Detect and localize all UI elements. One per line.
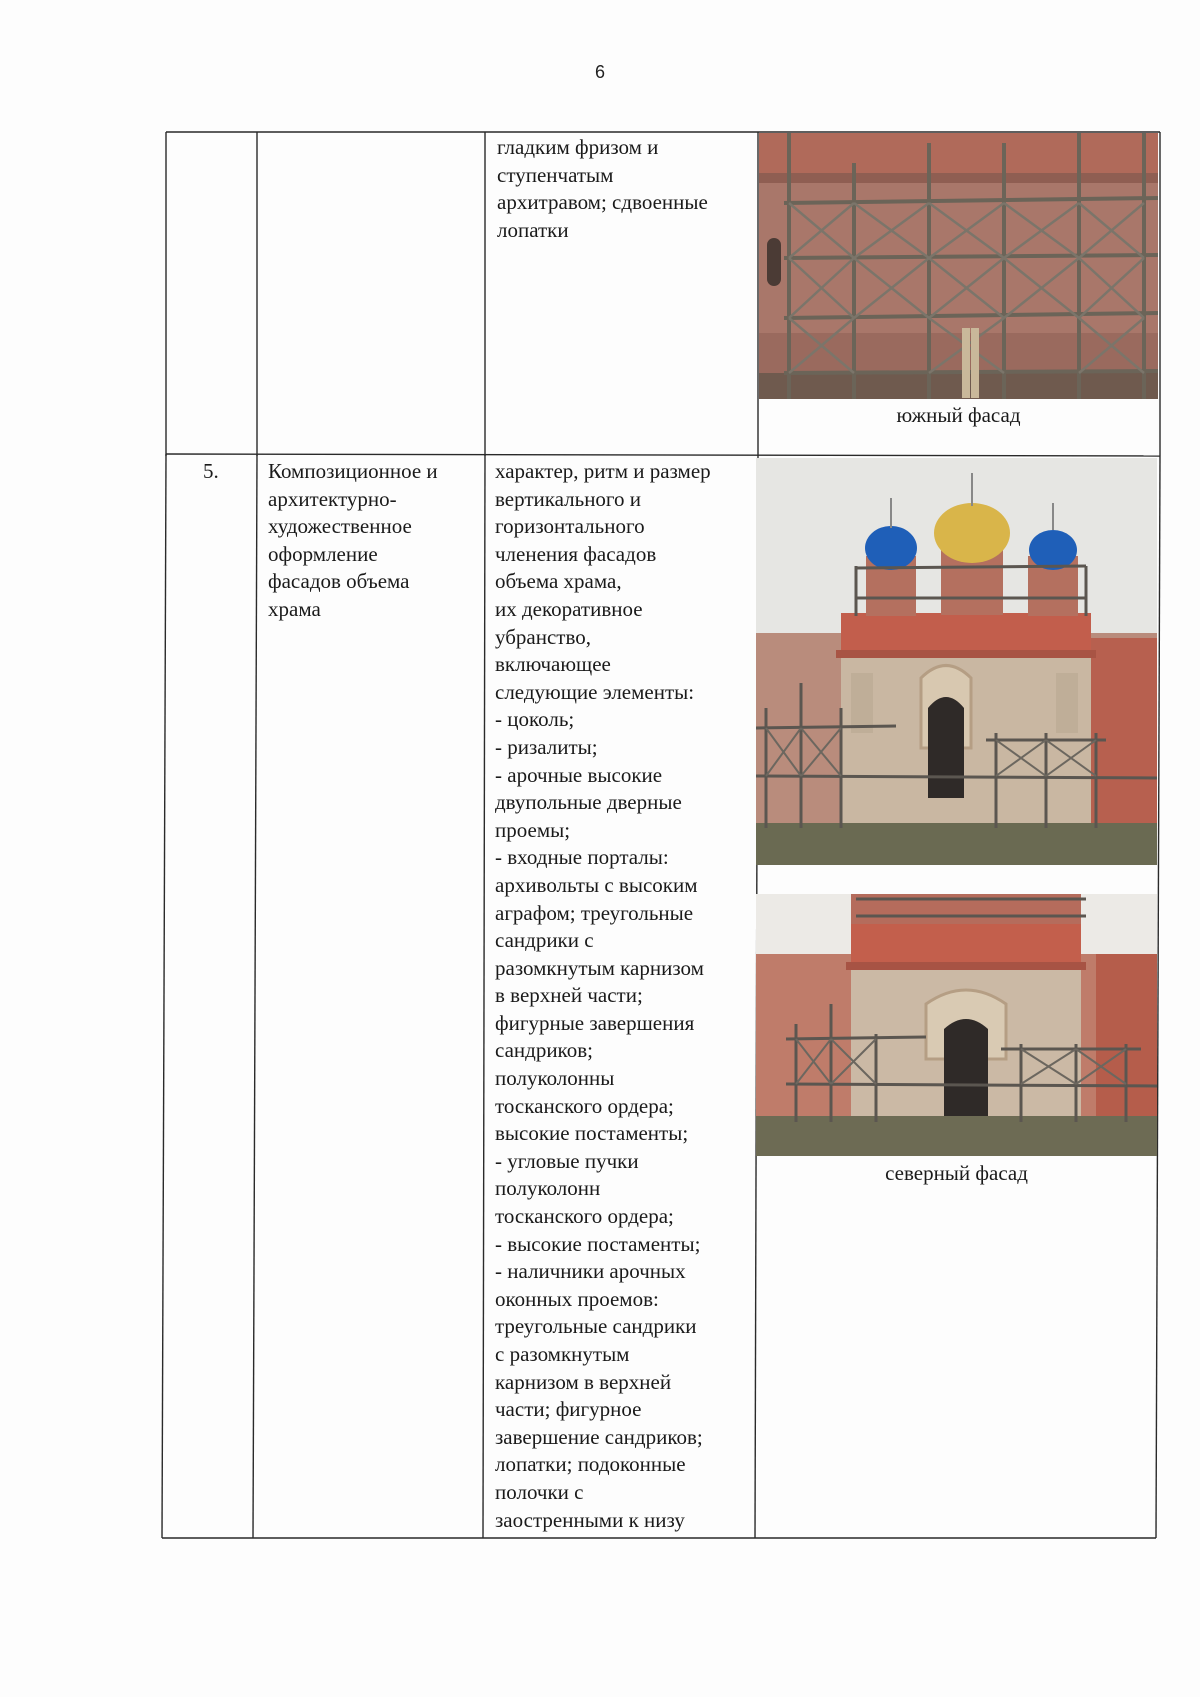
north-facade-photo xyxy=(756,894,1157,1156)
south-facade-caption: южный фасад xyxy=(896,403,1021,427)
page-number: 6 xyxy=(594,62,605,82)
west-facade-photo xyxy=(756,458,1157,865)
north-facade-caption: северный фасад xyxy=(885,1161,1028,1185)
row-5-element: Композиционное и архитектурно- художественное оформление фасадов объема храма xyxy=(268,459,438,621)
row-5-number: 5. xyxy=(203,459,219,483)
row-1-description: гладким фризом и ступенчатым архитравом; сдвоенные лопатки xyxy=(497,135,708,242)
row-5-description: характер, ритм и размер вертикального и горизонтального членения фасадов объема храма, их декоративное убранство, включающее следующие элементы: - цоколь; - ризалиты; - арочные высокие двупольные дверные проемы; - входные порталы: архивольты с высоким аграфом; треугольные сандрики с разомкнутым карнизом в верхней части; фигурные завершения сандриков; полуколонны тосканского ордера; высокие постаменты; - угловые пучки полуколонн тосканского ордера; - высокие постаменты; - наличники арочных оконных проемов: треугольные сандрики с разомкнутым карнизом в верхней части; фигурное завершение сандриков; лопатки; подоконные полочки с заостренными к низу xyxy=(495,459,711,1532)
south-facade-photo xyxy=(759,133,1158,399)
